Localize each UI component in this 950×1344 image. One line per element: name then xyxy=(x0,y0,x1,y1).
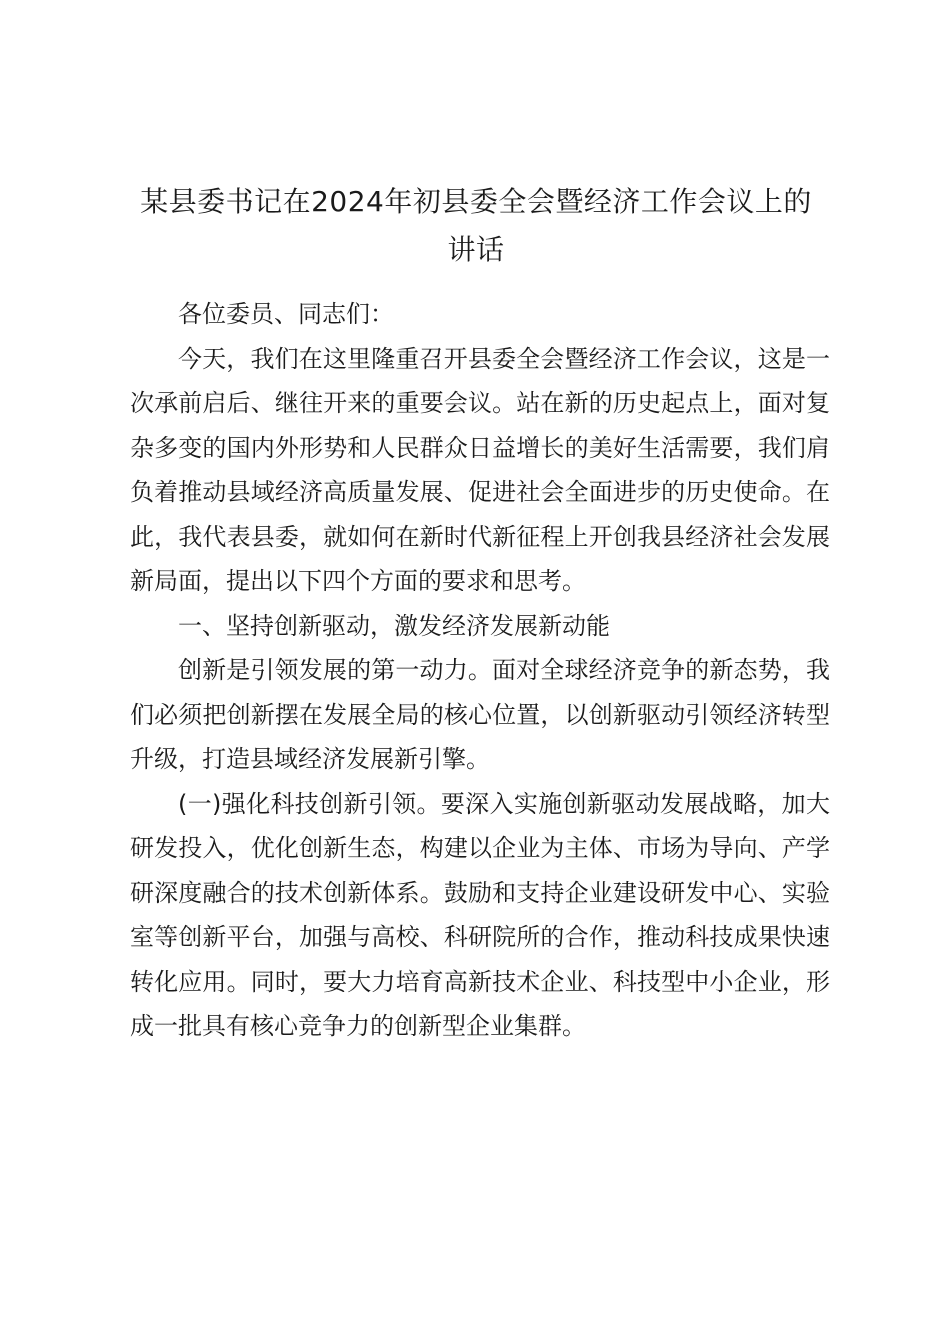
document-title xyxy=(120,178,832,274)
salutation: 各位委员、同志们： xyxy=(178,300,394,328)
paragraph-section-1-intro: 创新是引领发展的第一动力。面对全球经济竞争的新态势，我们必须把创新摆在发展全局的核心位置，以创新驱动引领经济转型升级，打造县域经济发展新引擎。 xyxy=(130,656,830,773)
title-line-2: 讲话 xyxy=(447,233,505,266)
section-heading-1: 一、坚持创新驱动，激发经济发展新动能 xyxy=(178,611,610,640)
document-body xyxy=(130,292,830,1049)
paragraph-subsection-1: (一)强化科技创新引领。要深入实施创新驱动发展战略，加大研发投入，优化创新生态，构建以企业为主体、市场为导向、产学研深度融合的技术创新体系。鼓励和支持企业建设研发中心、实验室等创新平台，加强与高校、科研院所的合作，推动科技成果快速转化应用。同时，要大力培育高新技术企业、科技型中小企业，形成一批具有核心竞争力的创新型企业集群。 xyxy=(130,789,830,1040)
paragraph-intro: 今天，我们在这里隆重召开县委全会暨经济工作会议，这是一次承前启后、继往开来的重要会议。站在新的历史起点上，面对复杂多变的国内外形势和人民群众日益增长的美好生活需要，我们肩负着推动县域经济高质量发展、促进社会全面进步的历史使命。在此，我代表县委，就如何在新时代新征程上开创我县经济社会发展新局面，提出以下四个方面的要求和思考。 xyxy=(130,344,830,595)
title-line-1: 某县委书记在2024年初县委全会暨经济工作会议上的 xyxy=(140,185,812,218)
